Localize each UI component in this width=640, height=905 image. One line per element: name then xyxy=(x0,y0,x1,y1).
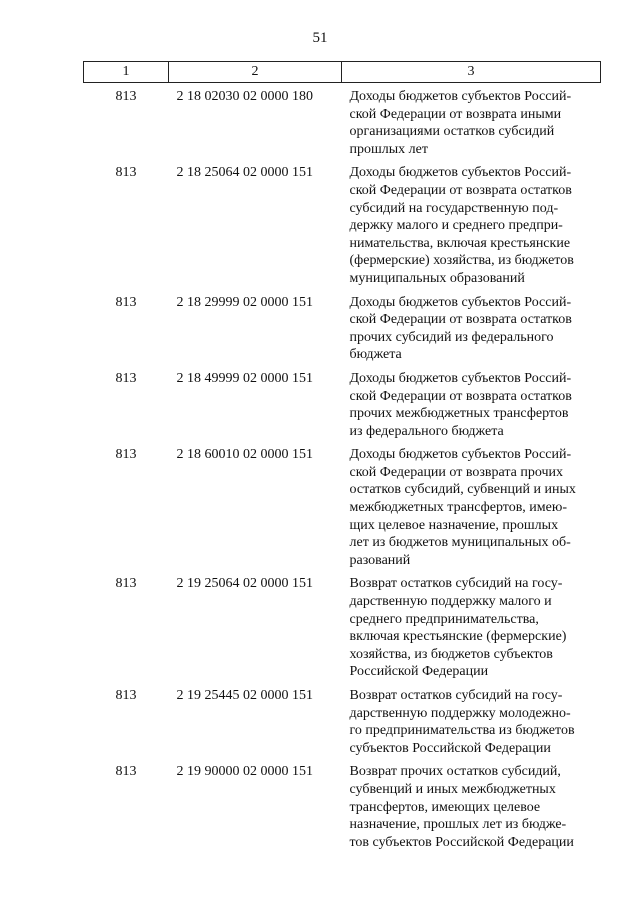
revenue-name-line: субъектов Российской Федерации xyxy=(349,740,551,756)
revenue-name-line: муниципальных образований xyxy=(349,270,525,286)
revenue-name-line: Российской Федерации xyxy=(349,664,489,680)
revenue-name-line: из федерального бюджета xyxy=(349,423,504,439)
table-row xyxy=(84,83,601,162)
revenue-name-line: среднего предпринимательства, xyxy=(349,611,539,627)
revenue-name-line: организациями остатков субсидий xyxy=(349,124,555,140)
revenue-name-line: Возврат остатков субсидий на госу- xyxy=(349,688,563,703)
admin-code-cell: 813 xyxy=(115,294,137,310)
revenue-code-cell: 2 18 29999 02 0000 151 xyxy=(176,294,313,310)
admin-code-cell: 813 xyxy=(115,165,137,181)
table-row xyxy=(84,291,601,367)
revenue-name-line: включая крестьянские (фермерские) xyxy=(349,629,567,645)
revenue-name-line: прочих субсидий из федерального xyxy=(349,329,554,345)
table-row xyxy=(84,161,601,290)
revenue-name-line: Возврат остатков субсидий на госу- xyxy=(349,576,563,592)
table-row xyxy=(84,367,601,443)
table-row xyxy=(84,684,601,760)
revenue-name-line: го предпринимательства из бюджетов xyxy=(349,723,575,739)
revenue-name-line: нимательства, включая крестьянские xyxy=(349,235,571,251)
header-row xyxy=(84,62,601,83)
admin-code-cell: 813 xyxy=(115,447,137,463)
revenue-name-line: ской Федерации от возврата остатков xyxy=(349,312,572,328)
revenue-name-line: ской Федерации от возврата иными xyxy=(349,106,562,122)
revenue-name-line: Доходы бюджетов субъектов Россий- xyxy=(349,165,572,181)
table-row xyxy=(84,443,601,572)
revenue-name-line: трансфертов, имеющих целевое xyxy=(349,799,541,815)
revenue-name-cell xyxy=(342,572,601,684)
revenue-code-cell: 2 18 49999 02 0000 151 xyxy=(176,370,313,386)
revenue-name-line: бюджета xyxy=(349,347,402,363)
revenue-code-cell: 2 19 90000 02 0000 151 xyxy=(176,764,313,780)
admin-code-cell: 813 xyxy=(115,370,137,386)
revenue-name-line: Доходы бюджетов субъектов Россий- xyxy=(349,370,572,386)
revenue-code-cell: 2 19 25064 02 0000 151 xyxy=(176,576,313,592)
revenue-name-line: ской Федерации от возврата остатков xyxy=(349,388,572,404)
revenue-name-line: ской Федерации от возврата остатков xyxy=(349,182,572,198)
revenue-name-cell xyxy=(342,760,601,854)
budget-codes-table xyxy=(83,61,601,854)
revenue-name-line: Доходы бюджетов субъектов Россий- xyxy=(349,447,572,463)
table-row xyxy=(84,760,601,854)
revenue-name-line: хозяйства, из бюджетов субъектов xyxy=(349,646,553,662)
revenue-name-line: прочих межбюджетных трансфертов xyxy=(349,406,569,422)
admin-code-cell: 813 xyxy=(115,89,137,104)
revenue-name-line: субвенций и иных межбюджетных xyxy=(349,781,556,797)
header-col-3: 3 xyxy=(342,62,601,83)
revenue-name-cell xyxy=(342,367,601,443)
revenue-name-line: тов субъектов Российской Федерации xyxy=(349,834,574,850)
revenue-name-line: субсидий на государственную под- xyxy=(349,200,559,216)
revenue-code-cell: 2 18 02030 02 0000 180 xyxy=(176,89,313,104)
revenue-name-line: лет из бюджетов муниципальных об- xyxy=(349,535,571,551)
revenue-name-line: разований xyxy=(349,552,411,568)
revenue-name-cell xyxy=(342,443,601,572)
revenue-name-cell xyxy=(342,684,601,760)
revenue-name-line: ской Федерации от возврата прочих xyxy=(349,464,564,480)
table-row xyxy=(84,572,601,684)
revenue-name-line: держку малого и среднего предпри- xyxy=(349,218,563,234)
admin-code-cell: 813 xyxy=(115,764,137,780)
revenue-name-line: Доходы бюджетов субъектов Россий- xyxy=(349,89,572,104)
revenue-name-line: назначение, прошлых лет из бюдже- xyxy=(349,817,567,833)
revenue-name-line: дарственную поддержку малого и xyxy=(349,594,552,610)
revenue-code-cell: 2 19 25445 02 0000 151 xyxy=(176,688,313,703)
admin-code-cell: 813 xyxy=(115,576,137,592)
revenue-name-line: Возврат прочих остатков субсидий, xyxy=(349,764,561,780)
revenue-name-line: межбюджетных трансфертов, имею- xyxy=(349,500,567,516)
header-col-1: 1 xyxy=(84,62,169,83)
revenue-name-cell xyxy=(342,291,601,367)
revenue-name-line: (фермерские) хозяйства, из бюджетов xyxy=(349,253,574,269)
revenue-name-line: Доходы бюджетов субъектов Россий- xyxy=(349,294,572,310)
revenue-name-line: прошлых лет xyxy=(349,141,428,157)
page-number: 51 xyxy=(312,30,328,46)
header-col-2: 2 xyxy=(169,62,342,83)
revenue-name-line: остатков субсидий, субвенций и иных xyxy=(349,482,576,498)
table-header xyxy=(84,62,601,83)
revenue-code-cell: 2 18 25064 02 0000 151 xyxy=(176,165,313,181)
revenue-code-cell: 2 18 60010 02 0000 151 xyxy=(176,447,313,463)
admin-code-cell: 813 xyxy=(115,688,137,703)
revenue-name-cell xyxy=(342,161,601,290)
revenue-name-line: дарственную поддержку молодежно- xyxy=(349,705,571,721)
revenue-name-cell xyxy=(342,83,601,162)
revenue-name-line: щих целевое назначение, прошлых xyxy=(349,517,559,533)
table-body xyxy=(84,83,601,855)
